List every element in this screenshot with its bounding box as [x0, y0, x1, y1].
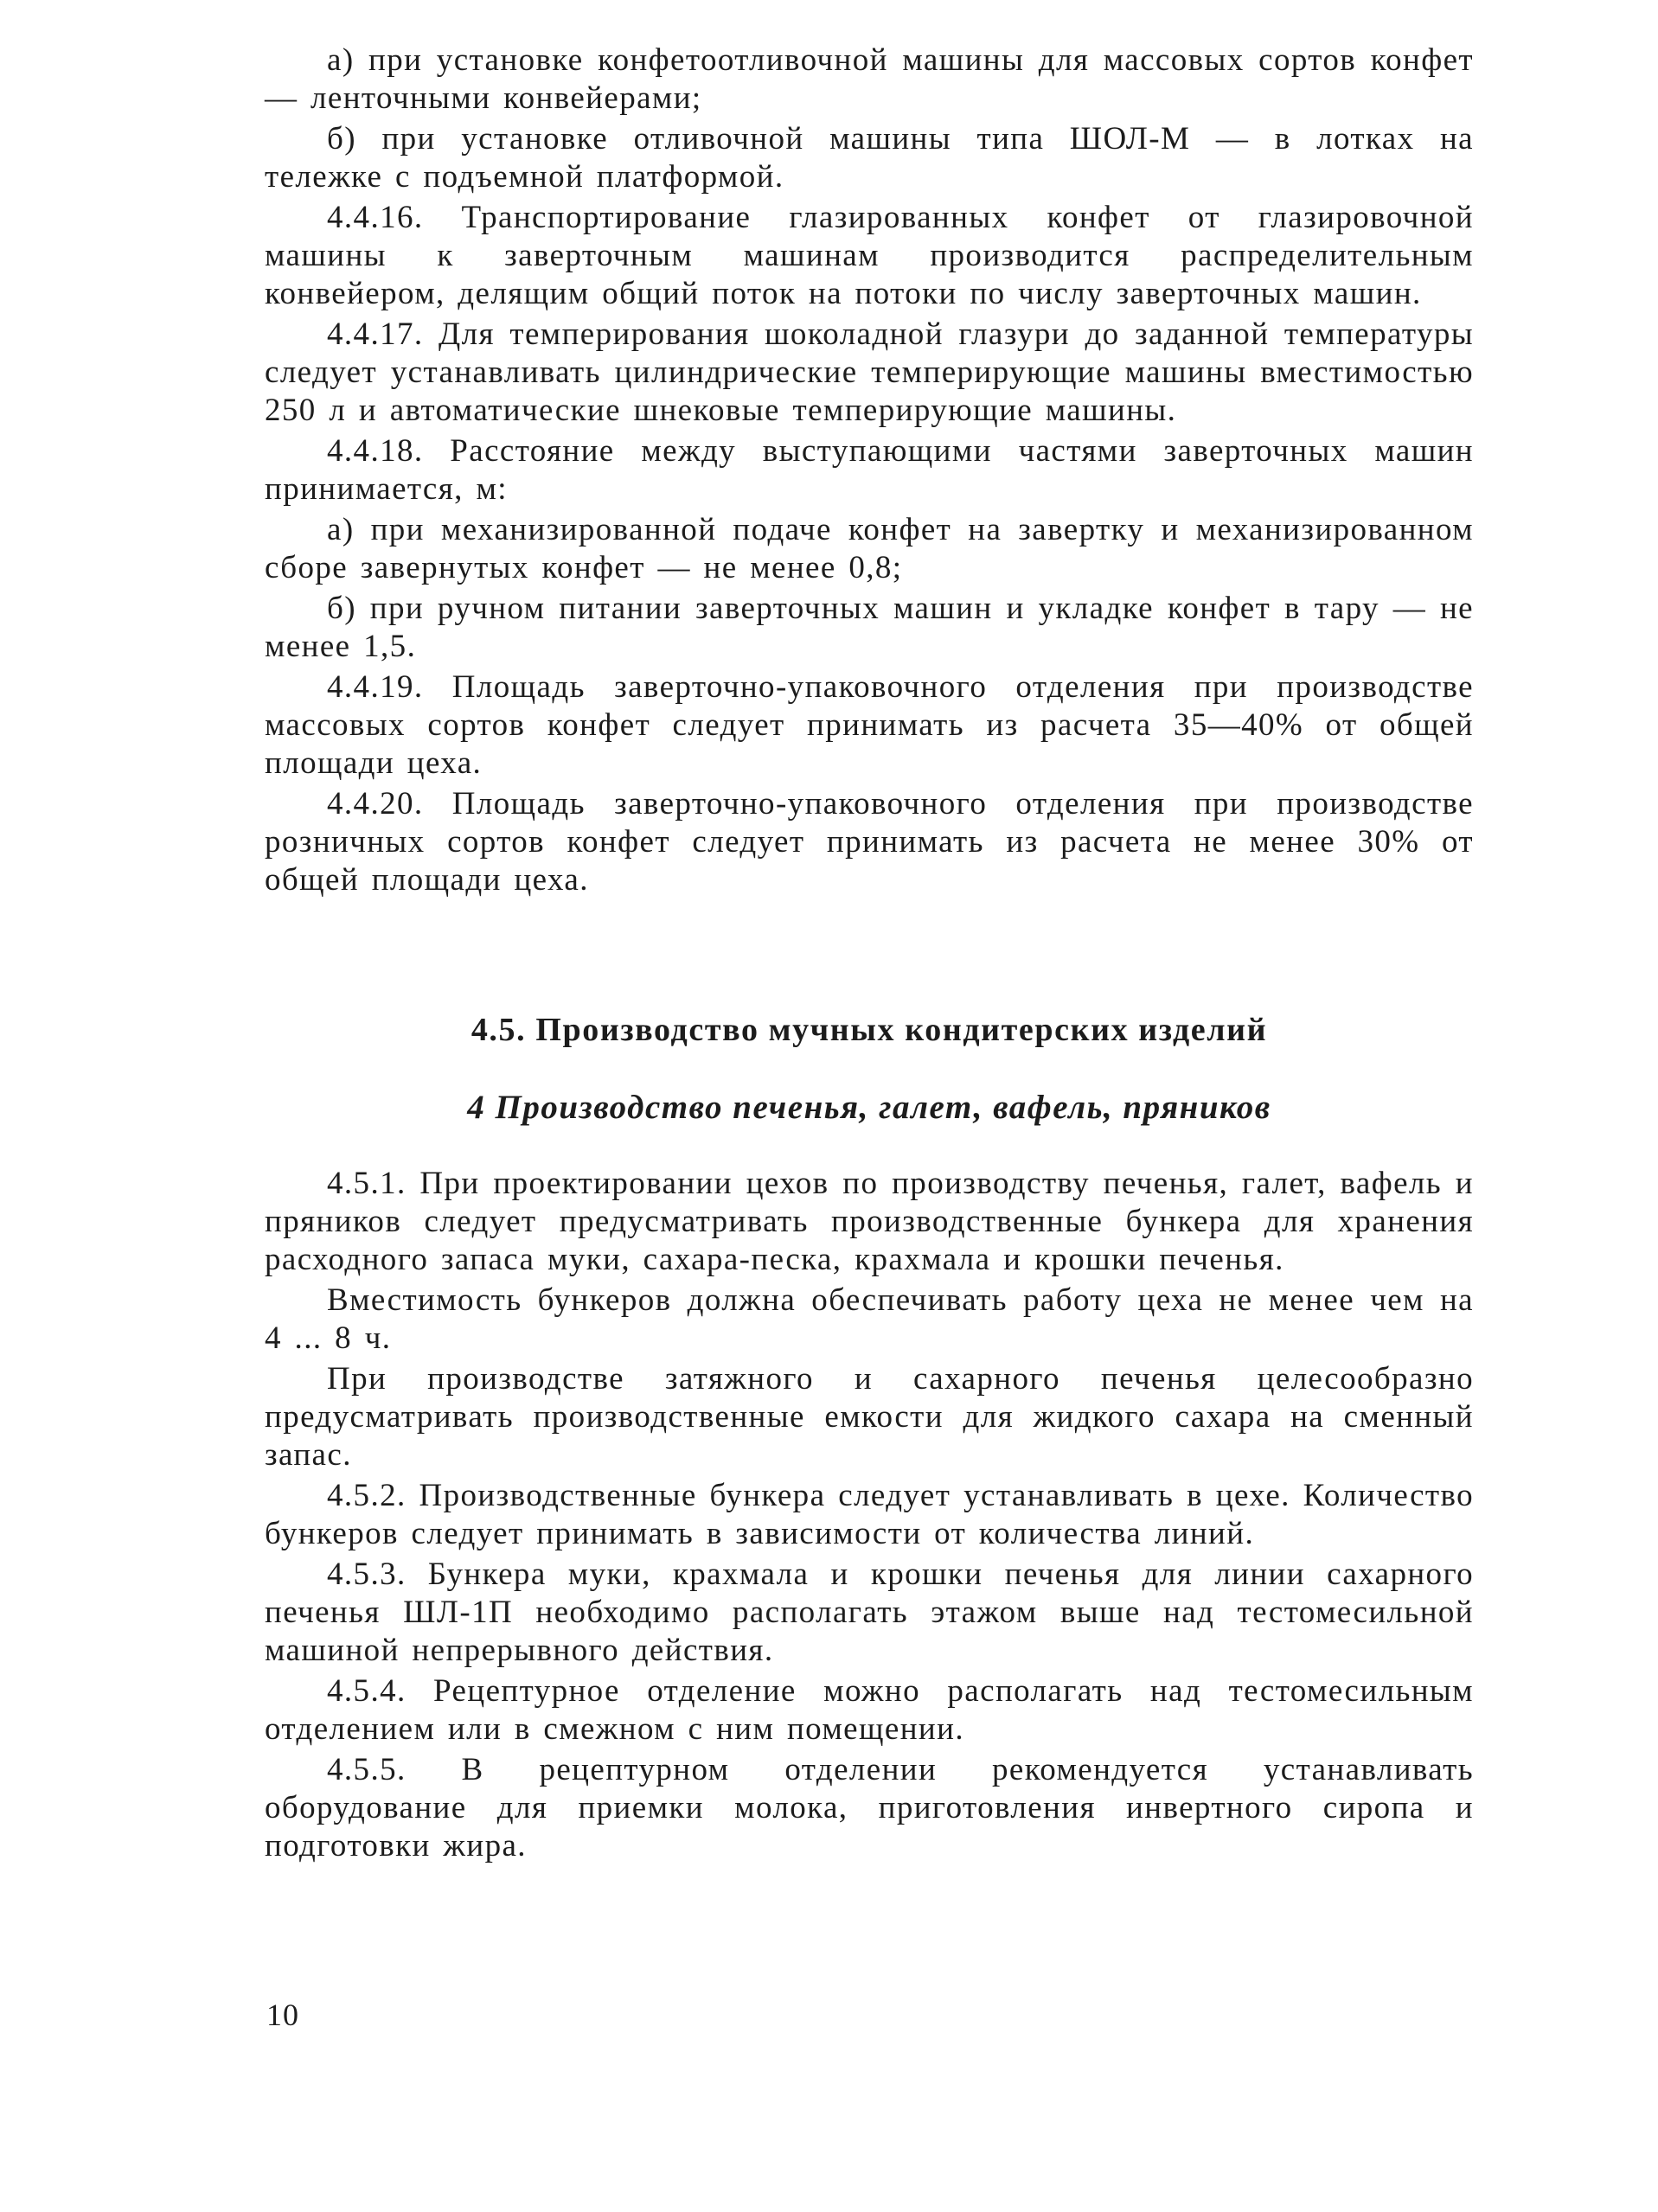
paragraph-4-5-5: 4.5.5. В рецептурном отделении рекомендуется устанавливать оборудование для приемки молока, приготовления инвертного сиропа и подготовки жира.	[265, 1752, 1474, 1864]
page-number: 10	[266, 1998, 299, 2032]
section-title: 4.5. Производство мучных кондитерских изделий	[471, 1012, 1268, 1048]
paragraph-shol-m-trays: б) при установке отливочной машины типа ШОЛ-М — в лотках на тележке с подъемной платформой.	[265, 121, 1474, 195]
paragraph-4-4-18-a: а) при механизированной подаче конфет на завертку и механизированном сборе завернутых конфет — не менее 0,8;	[265, 512, 1474, 585]
paragraph-4-5-4: 4.5.4. Рецептурное отделение можно располагать над тестомесильным отделением или в смежном с ним помещении.	[265, 1673, 1474, 1747]
subsection-title: 4 Производство печенья, галет, вафель, пряников	[467, 1089, 1271, 1126]
paragraph-4-4-16: 4.4.16. Транспортирование глазированных конфет от глазировочной машины к заверточным машинам производится распределительным конвейером, делящим общий поток на потоки по числу заверточных машин.	[265, 200, 1474, 311]
text-column	[265, 42, 1474, 1868]
section-gap	[265, 902, 1474, 1009]
paragraph-liquid-sugar: При производстве затяжного и сахарного печенья целесообразно предусматривать производственные емкости для жидкого сахара на сменный запас.	[265, 1361, 1474, 1473]
paragraph-4-5-3: 4.5.3. Бункера муки, крахмала и крошки печенья для линии сахарного печенья ШЛ-1П необходимо располагать этажом выше над тестомесильной машиной непрерывного действия.	[265, 1557, 1474, 1668]
paragraph-4-4-17: 4.4.17. Для темперирования шоколадной глазури до заданной температуры следует устанавливать цилиндрические темперирующие машины вместимостью 250 л и автоматические шнековые темперирующие машины.	[265, 316, 1474, 428]
paragraph-4-4-18: 4.4.18. Расстояние между выступающими частями заверточных машин принимается, м:	[265, 433, 1474, 507]
paragraph-candy-depositing-conveyor: а) при установке конфетоотливочной машины для массовых сортов конфет — ленточными конвейерами;	[265, 42, 1474, 116]
paragraph-4-5-2: 4.5.2. Производственные бункера следует устанавливать в цехе. Количество бункеров следует принимать в зависимости от количества линий.	[265, 1478, 1474, 1551]
paragraph-4-4-19: 4.4.19. Площадь заверточно-упаковочного отделения при производстве массовых сортов конфет следует принимать из расчета 35—40% от общей площади цеха.	[265, 669, 1474, 781]
paragraph-4-4-18-b: б) при ручном питании заверточных машин и укладке конфет в тару — не менее 1,5.	[265, 591, 1474, 664]
subheading-gap	[265, 1128, 1474, 1165]
paragraph-bunker-capacity: Вместимость бункеров должна обеспечивать работу цеха не менее чем на 4 ... 8 ч.	[265, 1282, 1474, 1356]
heading-gap	[265, 1051, 1474, 1087]
paragraph-4-4-20: 4.4.20. Площадь заверточно-упаковочного отделения при производстве розничных сортов конфет следует принимать из расчета не менее 30% от общей площади цеха.	[265, 786, 1474, 898]
paragraph-4-5-1: 4.5.1. При проектировании цехов по производству печенья, галет, вафель и пряников следует предусматривать производственные бункера для хранения расходного запаса муки, сахара-песка, крахмала и крошки печенья.	[265, 1166, 1474, 1277]
